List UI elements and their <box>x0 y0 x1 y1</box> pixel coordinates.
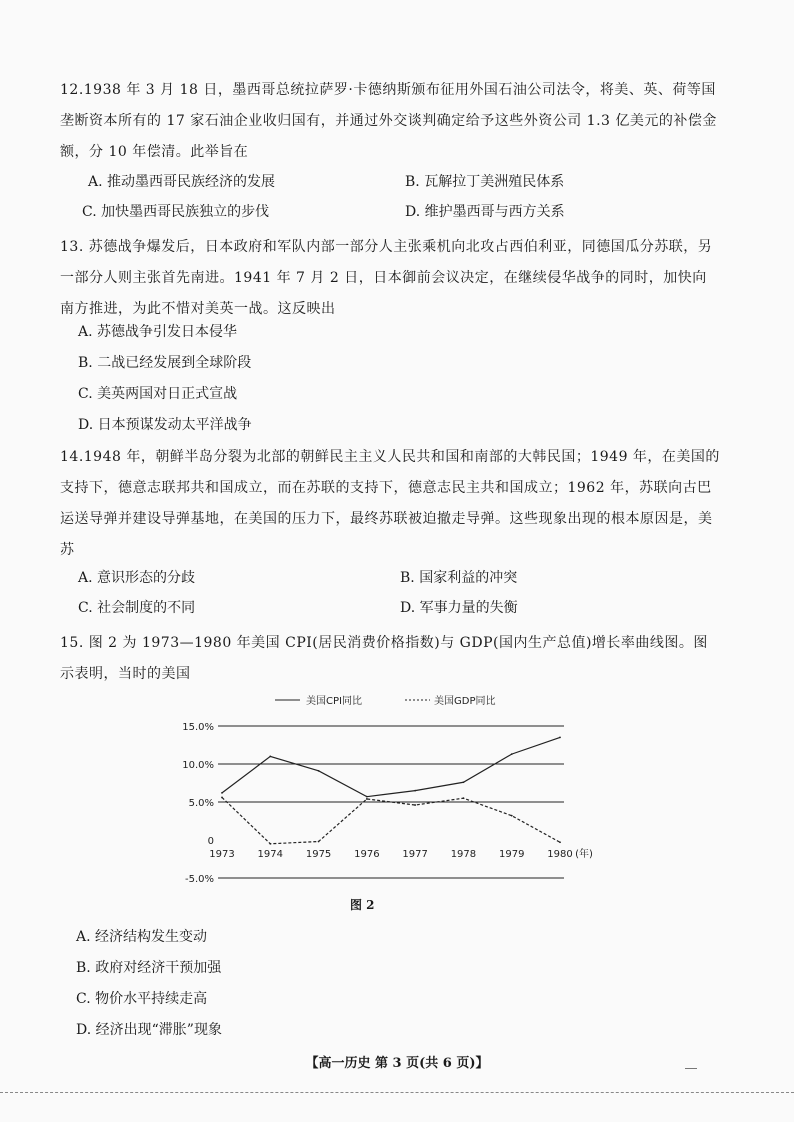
cpi-point <box>366 796 368 798</box>
question-14-option-d[interactable]: D. 军事力量的失衡 <box>400 600 518 616</box>
question-13-option-a[interactable]: A. 苏德战争引发日本侵华 <box>78 324 238 340</box>
cpi-point <box>414 790 416 792</box>
question-14-stem: 14.1948 年，朝鲜半岛分裂为北部的朝鲜民主主义人民共和国和南部的大韩民国；1949 年，在美国的支持下，德意志联邦共和国成立，而在苏联的支持下，德意志民主共和国成立；1962 年，苏联向古巴运送导弹并建设导弹基地，在美国的压力下，最终苏联被迫撤走导弹。这些现象出现的根本原因是，美苏 <box>60 449 720 558</box>
bottom-dashed-rule <box>0 1092 794 1093</box>
question-14-option-a[interactable]: A. 意识形态的分歧 <box>78 570 196 586</box>
y-tick-label: -5.0% <box>184 874 214 885</box>
cpi-gdp-line-chart <box>160 680 600 910</box>
question-12-stem: 12.1938 年 3 月 18 日，墨西哥总统拉萨罗·卡德纳斯颁布征用外国石油公司法令，将美、英、荷等国垄断资本所有的 17 家石油企业收归国有，并通过外交谈判确定给予这些外资公司 1.3 亿美元的补偿金额，分 10 年偿清。此举旨在 <box>60 82 717 160</box>
question-15-stem: 15. 图 2 为 1973—1980 年美国 CPI(居民消费价格指数)与 GDP(国内生产总值)增长率曲线图。图示表明，当时的美国 <box>60 635 708 682</box>
cpi-point <box>463 781 465 783</box>
gdp-point <box>318 841 320 843</box>
cpi-point <box>511 753 513 755</box>
y-tick-label: 0 <box>207 836 214 847</box>
x-tick-label: 1977 <box>402 849 428 860</box>
question-15-option-a[interactable]: A. 经济结构发生变动 <box>76 929 208 945</box>
page-footer: 【高一历史 第 3 页(共 6 页)】 <box>305 1056 489 1071</box>
x-tick-label: 1976 <box>354 849 380 860</box>
question-15-option-d[interactable]: D. 经济出现“滞胀”现象 <box>76 1022 222 1038</box>
y-tick-label: 10.0% <box>182 760 214 771</box>
footer-dash <box>685 1068 697 1069</box>
legend-gdp-label: 美国GDP同比 <box>434 696 496 707</box>
question-12-option-b[interactable]: B. 瓦解拉丁美洲殖民体系 <box>405 174 565 190</box>
gdp-point <box>463 797 465 799</box>
y-tick-label: 15.0% <box>182 722 214 733</box>
question-12-option-a[interactable]: A. 推动墨西哥民族经济的发展 <box>88 174 276 190</box>
cpi-point <box>318 770 320 772</box>
cpi-point <box>559 737 561 739</box>
x-tick-label: 1973 <box>209 849 235 860</box>
question-12-option-d[interactable]: D. 维护墨西哥与西方关系 <box>405 204 565 220</box>
question-14-option-c[interactable]: C. 社会制度的不同 <box>78 600 196 616</box>
x-tick-label: 1980 <box>547 849 573 860</box>
question-13-option-c[interactable]: C. 美英两国对日正式宣战 <box>78 386 238 402</box>
cpi-series-line <box>222 737 560 796</box>
figure-caption: 图 2 <box>350 898 375 912</box>
x-unit-label: (年) <box>575 849 593 860</box>
y-tick-label: 5.0% <box>188 798 214 809</box>
cpi-point <box>269 756 271 758</box>
question-14-option-b[interactable]: B. 国家利益的冲突 <box>400 570 518 586</box>
gdp-point <box>414 804 416 806</box>
gdp-point <box>559 841 561 843</box>
question-13-option-b[interactable]: B. 二战已经发展到全球阶段 <box>78 355 252 371</box>
question-15-option-c[interactable]: C. 物价水平持续走高 <box>76 991 208 1007</box>
legend-cpi-label: 美国CPI同比 <box>306 696 362 707</box>
question-15-option-b[interactable]: B. 政府对经济干预加强 <box>76 960 222 976</box>
gdp-series-line <box>222 797 560 843</box>
gdp-point <box>221 797 223 799</box>
gdp-point <box>269 843 271 845</box>
gdp-point <box>511 815 513 817</box>
question-12-option-c[interactable]: C. 加快墨西哥民族独立的步伐 <box>82 204 270 220</box>
question-13-option-d[interactable]: D. 日本预谋发动太平洋战争 <box>78 417 252 433</box>
x-tick-label: 1979 <box>498 849 525 860</box>
cpi-point <box>221 792 223 794</box>
question-13-stem: 13. 苏德战争爆发后，日本政府和军队内部一部分人主张乘机向北攻占西伯利亚，同德国瓜分苏联，另一部分人则主张首先南进。1941 年 7 月 2 日，日本御前会议决定，在继续侵华战争的同时，加快向南方推进，为此不惜对美英一战。这反映出 <box>60 239 713 317</box>
x-tick-label: 1974 <box>257 849 284 860</box>
x-tick-label: 1978 <box>450 849 477 860</box>
gdp-point <box>366 798 368 800</box>
x-tick-label: 1975 <box>305 849 332 860</box>
